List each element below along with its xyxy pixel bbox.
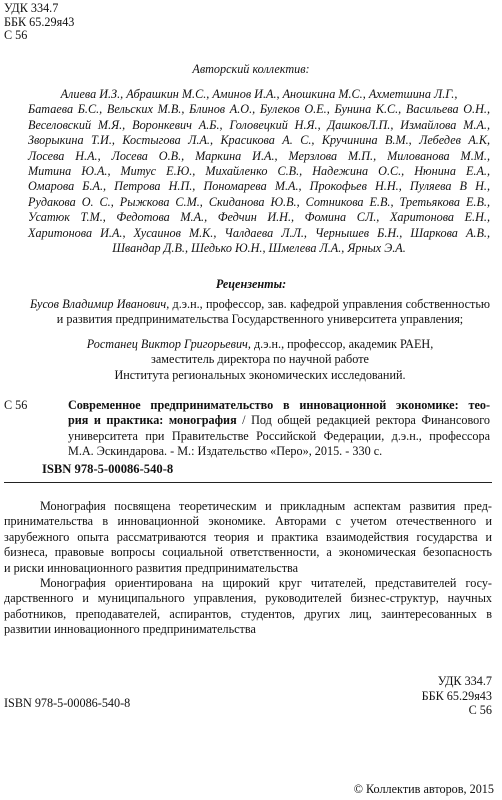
author-sign-code: С 56 [4,28,28,42]
authors-line: Митина Ю.А., Митус Е.Ю., Михайленко С.В., Надежина О.С., Нюнина Е.А., [28,164,490,179]
classification-codes [4,2,74,43]
reviewer-2-name: Ростанец Виктор Григорьевич, [86,337,251,351]
divider [4,482,492,483]
reviewer-1-title: д.э.н., профессор, зав. кафедрой управления собственностью [169,297,490,311]
bottom-udk: УДК 334.7 [437,674,492,688]
authors-line: Усатюк Т.М., Федотова М.А., Федчин И.Н., Фомина СЛ., Харитонова Е.Н., [28,210,490,225]
bib-line-4: М.А. Эскиндарова. - М.: Издательство «Перо», 2015. - 330 с. [68,444,383,459]
annotation-line: развитии инновационного предпринимательства [4,622,256,637]
authors-line: Батаева Б.С., Вельских М.В., Блинов А.О., Булеков О.Е., Бунина К.С., Васильева О.Н., [28,102,490,117]
copyright: © Коллектив авторов, 2015 [353,782,494,796]
authors-line: Швандар Д.В., Шедько Ю.Н., Шмелева Л.А., Ярных Э.А. [112,241,406,256]
authors-line: Веселовский М.Я., Воронкевич А.Б., Головецкий Н.Я., ДашковЛ.П., Измайлова М.А., [28,117,490,132]
annotation-line: Монография посвящена теоретическим и прикладным аспектам развития пред- [40,499,492,513]
bib-editor: / Под общей редакцией ректора Финансового [236,413,491,428]
authors-line: Харитонова И.А., Хусаинов М.К., Чалдаева Л.Л., Чернышев Б.Н., Шаркова А.В., [28,225,490,240]
annotation-line: бизнеса, правовые вопросы социальной ответственности, а экономическая безопасность [4,545,492,560]
annotation-paragraph [4,576,492,638]
bibliographic-record [68,398,490,460]
bib-line-3: университета при Правительстве Российской Федерации, д.э.н., профессора [68,428,490,443]
annotation-line: принимательства в инновационной экономике. Авторами с учетом отечественного и [4,514,492,529]
authors-heading: Авторский коллектив: [192,62,310,76]
authors-line: Омарова Б.А., Петрова Н.П., Пономарева М.А., Прокофьев Н.Н., Пуляева В Н., [28,179,490,194]
annotation-line: и риски инновационного развития предпринимательства [4,560,299,575]
reviewer-1-affiliation: и развития предпринимательства Государственного университета управления; [56,312,464,327]
reviewer-2-institute: Института региональных экономических исследований. [114,367,406,382]
authors-line: Алиева И.З., Абрашкин М.С., Аминов И.А., Аношкина М.С., Ахметшина Л.Г., [60,87,458,101]
annotation-line: Монография ориентирована на щирокий круг читателей, представителей госу- [40,576,492,591]
bib-code: С 56 [4,398,28,412]
authors-line: Зворыкина Т.И., Костыгова Л.А., Красикова А. С., Кручинина В.М., Лебедев А.К, [28,133,490,148]
reviewers-heading: Рецензенты: [215,277,287,291]
reviewer-1-name: Бусов Владимир Иванович, [30,297,170,311]
authors-line: Рудакова О. С., Рыжкова С.М., Скиданова Ю.В., Сотникова Е.В., Третьякова Е.В., [28,194,490,209]
annotation-paragraph [4,499,492,576]
authors-line: Лосева Н.А., Лосева О.В., Маркина И.А., Мерзлова М.П., Милованова М.М., [28,148,490,163]
annotation-line: работников, преподавателей, аспирантов, студентов, других лиц, заинтересованных в [4,606,492,621]
bbk-code: ББК 65.29я43 [4,14,75,29]
reviewer-1 [30,297,490,328]
bottom-bbk: ББК 65.29я43 [421,688,492,703]
authors-list [28,87,490,256]
reviewer-2-position: заместитель директора по научной работе [151,352,369,367]
bottom-c: С 56 [468,703,492,717]
reviewer-2 [30,337,490,383]
bottom-codes [422,674,492,718]
bib-title-line-1: Современное предпринимательство в инновационной экономике: тео- [68,398,490,412]
reviewer-2-title: д.э.н., профессор, академик РАЕН, [250,337,434,351]
bib-title-line-2: рия и практика: монография [68,413,237,428]
isbn-main: ISBN 978-5-00086-540-8 [42,462,174,476]
annotation [4,499,492,638]
udk-code: УДК 334.7 [4,1,59,15]
annotation-line: дарственного и муниципального управления, руководителей бизнес-структур, научных [4,591,492,606]
annotation-line: зарубежного опыта рассматриваются теория и практика взаимодействия государства и [4,529,492,544]
bottom-isbn: ISBN 978-5-00086-540-8 [4,696,131,710]
